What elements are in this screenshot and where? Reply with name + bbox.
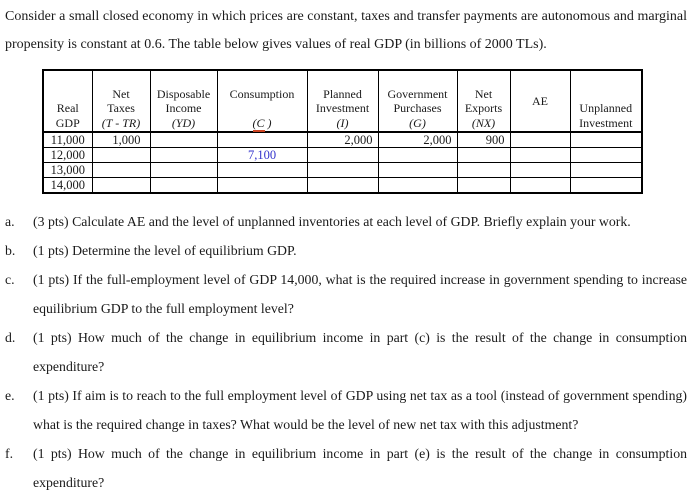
question-text: (1 pts) If the full-employment level of GDP 14,000, what is the required increase in government spending to increase equilibrium GDP to the full employment level?: [33, 272, 687, 316]
cell-net-exports: 900: [457, 132, 510, 148]
cell-government-purchases: [378, 148, 457, 163]
table-row: [43, 132, 642, 148]
question-item-a: [5, 207, 687, 236]
question-label: a.: [5, 214, 15, 229]
cell-ae: [510, 132, 570, 148]
cell-ae: [510, 178, 570, 194]
question-item-b: [5, 236, 687, 265]
header-net-exports: Net Exports (NX): [457, 70, 510, 132]
cell-net-exports: [457, 163, 510, 178]
cell-planned-investment: 2,000: [307, 132, 378, 148]
question-item-f: [5, 439, 687, 497]
cell-disposable-income: [150, 163, 217, 178]
cell-ae: [510, 148, 570, 163]
blank-line: [220, 101, 305, 116]
table-row: [43, 178, 642, 194]
cell-planned-investment: [307, 178, 378, 194]
cell-government-purchases: [378, 163, 457, 178]
question-text: (1 pts) How much of the change in equilibrium income in part (e) is the result of the change in consumption expenditure?: [33, 446, 687, 490]
cell-consumption: [217, 163, 307, 178]
cell-government-purchases: 2,000: [378, 132, 457, 148]
cell-net-exports: [457, 148, 510, 163]
cell-unplanned-investment: [570, 148, 642, 163]
cell-unplanned-investment: [570, 178, 642, 194]
header-planned-investment: Planned Investment (I): [307, 70, 378, 132]
header-real-gdp: Real GDP: [43, 70, 92, 132]
cell-net-taxes: [92, 178, 150, 194]
table-row: [43, 163, 642, 178]
question-item-c: [5, 265, 687, 323]
cell-consumption-highlighted: 7,100: [217, 148, 307, 163]
header-disposable-income: Disposable Income (YD): [150, 70, 217, 132]
questions-list: [5, 207, 687, 497]
cell-net-exports: [457, 178, 510, 194]
cell-real-gdp: 11,000: [43, 132, 92, 148]
question-label: f.: [5, 446, 14, 461]
cell-net-taxes: [92, 163, 150, 178]
cell-consumption: [217, 132, 307, 148]
cell-real-gdp: 12,000: [43, 148, 92, 163]
cell-unplanned-investment: [570, 163, 642, 178]
cell-real-gdp: 13,000: [43, 163, 92, 178]
intro-paragraph: Consider a small closed economy in which prices are constant, taxes and transfer payments are autonomous and marginal propensity is constant at 0.6. The table below gives values of real GDP (in billions of 2000 TLs).: [5, 9, 687, 52]
cell-net-taxes: 1,000: [92, 132, 150, 148]
question-text: (1 pts) If aim is to reach to the full employment level of GDP using net tax as a tool (instead of government spending) what is the required change in taxes? What would be the level of new net tax with this adjustment?: [33, 388, 687, 432]
question-item-e: [5, 381, 687, 439]
table-header-row: [43, 70, 642, 132]
question-text: (1 pts) Determine the level of equilibrium GDP.: [33, 243, 297, 258]
cell-disposable-income: [150, 178, 217, 194]
header-consumption: Consumption (C ): [217, 70, 307, 132]
question-label: c.: [5, 272, 15, 287]
cell-real-gdp: 14,000: [43, 178, 92, 194]
header-unplanned-investment: Unplanned Investment: [570, 70, 642, 132]
question-text: (3 pts) Calculate AE and the level of unplanned inventories at each level of GDP. Briefly explain your work.: [33, 214, 631, 229]
question-text: (1 pts) How much of the change in equilibrium income in part (c) is the result of the change in consumption expenditure?: [33, 330, 687, 374]
cell-planned-investment: [307, 148, 378, 163]
cell-disposable-income: [150, 132, 217, 148]
cell-disposable-income: [150, 148, 217, 163]
cell-ae: [510, 163, 570, 178]
table-row: [43, 148, 642, 163]
cell-consumption: [217, 178, 307, 194]
header-government-purchases: Government Purchases (G): [378, 70, 457, 132]
consumption-symbol-underlined: (C: [252, 115, 265, 130]
question-item-d: [5, 323, 687, 381]
cell-government-purchases: [378, 178, 457, 194]
question-label: e.: [5, 388, 15, 403]
header-ae: AE: [510, 70, 570, 132]
question-label: b.: [5, 243, 16, 258]
cell-planned-investment: [307, 163, 378, 178]
header-net-taxes: Net Taxes (T - TR): [92, 70, 150, 132]
question-label: d.: [5, 330, 16, 345]
cell-unplanned-investment: [570, 132, 642, 148]
gdp-table: [42, 69, 643, 194]
cell-net-taxes: [92, 148, 150, 163]
